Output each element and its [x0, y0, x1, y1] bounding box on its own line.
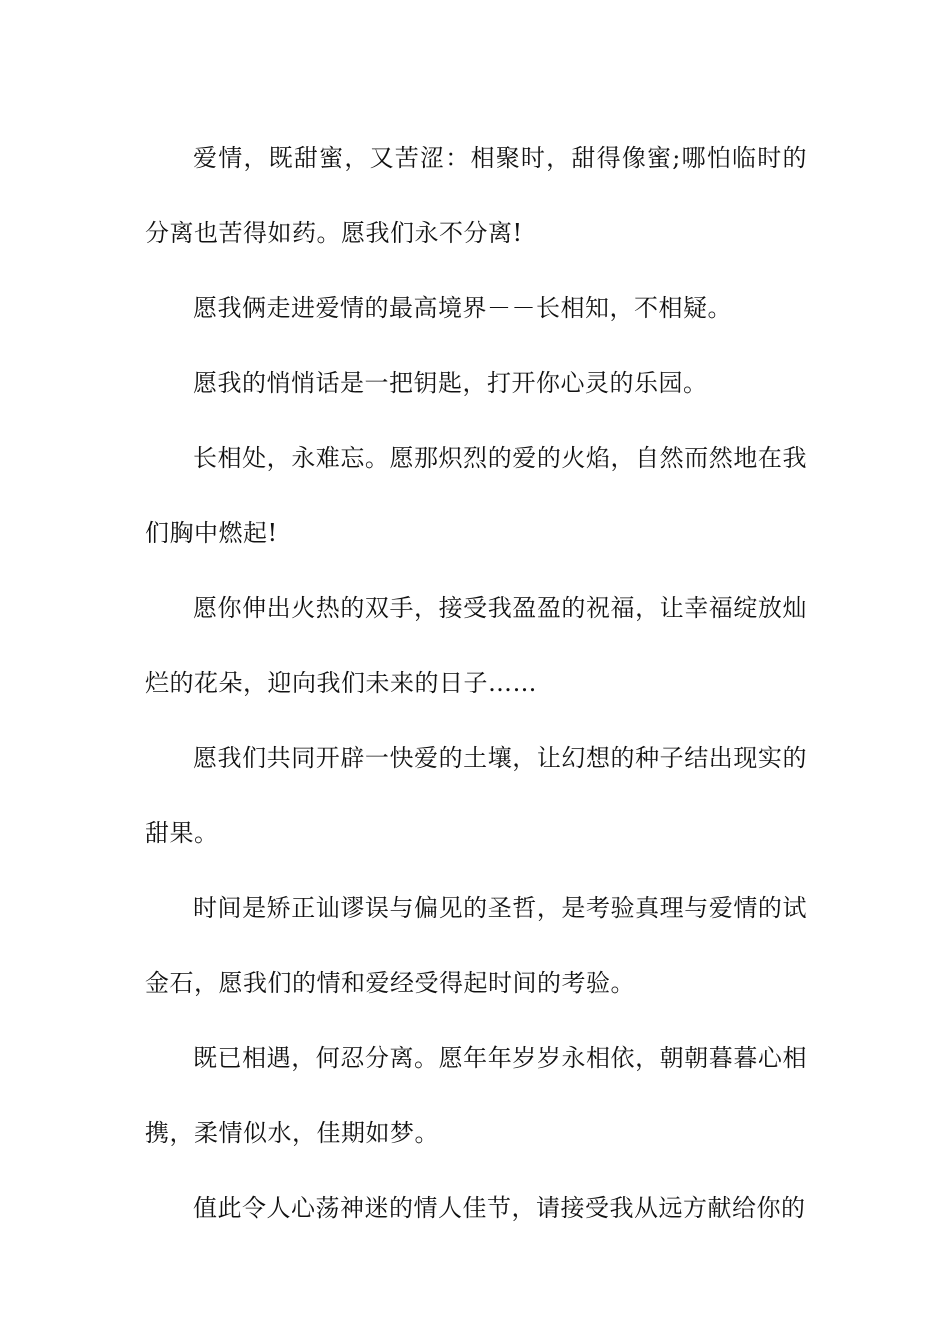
document-body: [145, 121, 807, 1246]
paragraph: 长相处，永难忘。愿那炽烈的爱的火焰，自然而然地在我们胸中燃起!: [145, 444, 807, 547]
paragraph: 愿我的悄悄话是一把钥匙，打开你心灵的乐园。: [193, 369, 708, 397]
paragraph: 既已相遇，何忍分离。愿年年岁岁永相依，朝朝暮暮心相携，柔情似水，佳期如梦。: [145, 1044, 807, 1147]
paragraph: 愿我们共同开辟一快爱的土壤，让幻想的种子结出现实的甜果。: [145, 744, 807, 847]
paragraph: 愿我俩走进爱情的最高境界－－长相知，不相疑。: [193, 294, 732, 322]
paragraph: 时间是矫正讪谬误与偏见的圣哲，是考验真理与爱情的试金石，愿我们的情和爱经受得起时间的考验。: [145, 894, 807, 997]
paragraph: 值此令人心荡神迷的情人佳节，请接受我从远方献给你的: [193, 1194, 806, 1222]
paragraph: 愿你伸出火热的双手，接受我盈盈的祝福，让幸福绽放灿烂的花朵，迎向我们未来的日子……: [145, 594, 807, 697]
paragraph: 爱情，既甜蜜，又苦涩：相聚时，甜得像蜜;哪怕临时的分离也苦得如药。愿我们永不分离!: [145, 144, 807, 247]
